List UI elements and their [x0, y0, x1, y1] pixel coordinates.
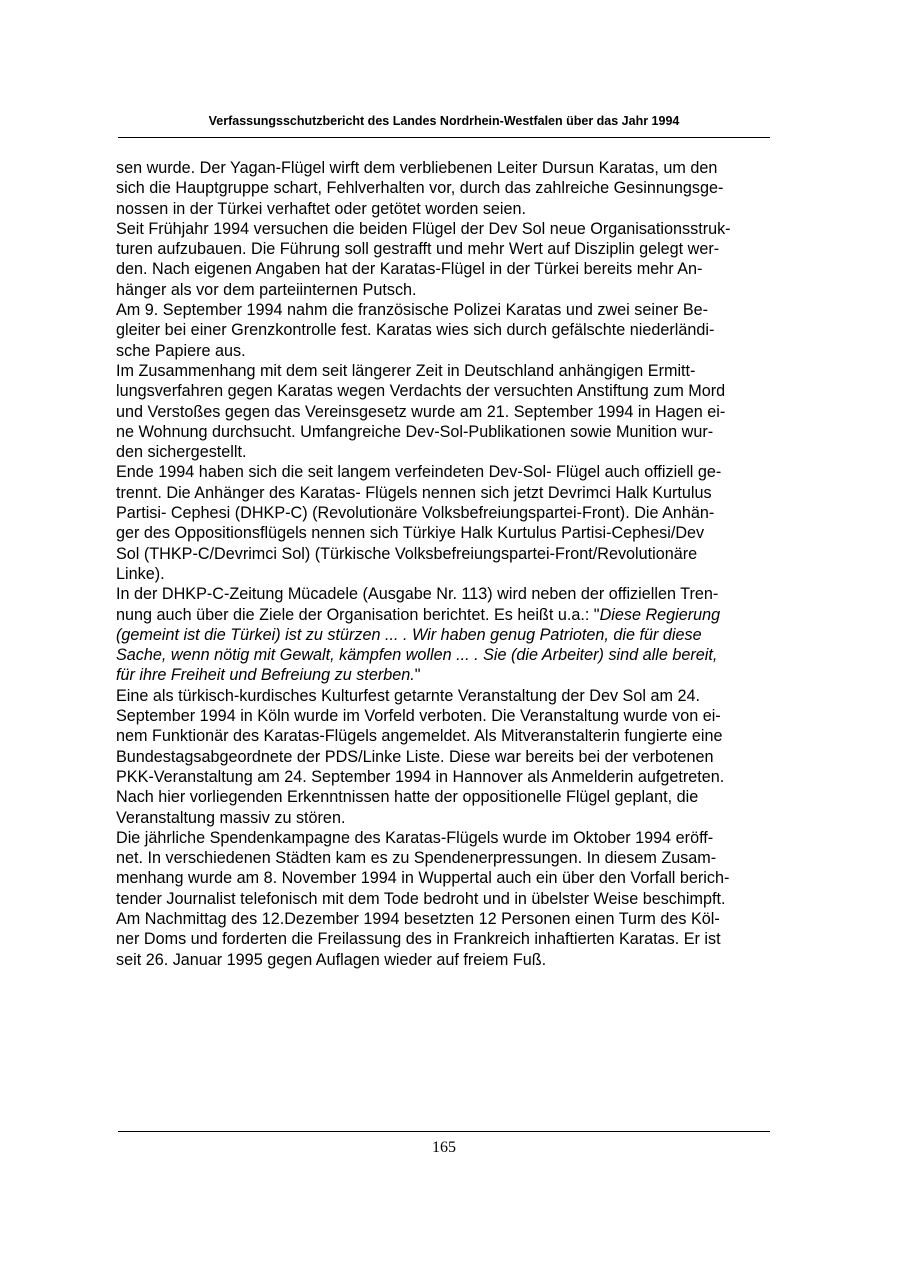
text-line: PKK-Veranstaltung am 24. September 1994 in Hannover als Anmelderin aufgetreten.	[116, 767, 725, 786]
paragraph-yagan-faction	[116, 158, 786, 219]
text-line: Bundestagsabgeordnete der PDS/Linke Liste. Diese war bereits bei der verbotenen	[116, 747, 714, 766]
header-divider	[118, 137, 770, 138]
text-line: den sichergestellt.	[116, 443, 247, 462]
text-line: trennt. Die Anhänger des Karatas- Flügels nennen sich jetzt Devrimci Halk Kurtulus	[116, 483, 712, 502]
quote-text: Sache, wenn nötig mit Gewalt, kämpfen wollen ... . Sie (die Arbeiter) sind alle bereit,	[116, 646, 718, 665]
quote-text: für ihre Freiheit und Befreiung zu sterben.	[116, 666, 415, 685]
body-text	[116, 158, 786, 970]
text-line: und Verstoßes gegen das Vereinsgesetz wurde am 21. September 1994 in Hagen ei-	[116, 402, 726, 421]
text-line: Linke).	[116, 564, 165, 583]
paragraph-investigation	[116, 361, 786, 462]
text-line: tender Journalist telefonisch mit dem Tode bedroht und in übelster Weise beschimpft.	[116, 889, 726, 908]
paragraph-arrest	[116, 300, 786, 361]
paragraph-newspaper-quote	[116, 584, 786, 685]
text-line: ner Doms und forderten die Freilassung des in Frankreich inhaftierten Karatas. Er ist	[116, 930, 721, 949]
text-line: nossen in der Türkei verhaftet oder getötet worden seien.	[116, 199, 527, 218]
text-line: Seit Frühjahr 1994 versuchen die beiden Flügel der Dev Sol neue Organisationsstruk-	[116, 219, 731, 238]
text-line: lungsverfahren gegen Karatas wegen Verdachts der versuchten Anstiftung zum Mord	[116, 382, 726, 401]
text-line	[116, 605, 786, 625]
text-line: seit 26. Januar 1995 gegen Auflagen wieder auf freiem Fuß.	[116, 950, 547, 969]
text-line: sen wurde. Der Yagan-Flügel wirft dem verbliebenen Leiter Dursun Karatas, um den	[116, 159, 718, 177]
text-segment: "	[414, 666, 421, 685]
paragraph-split	[116, 462, 786, 584]
text-line: sich die Hauptgruppe schart, Fehlverhalten vor, durch das zahlreiche Gesinnungsge-	[116, 179, 724, 198]
text-line: ne Wohnung durchsucht. Umfangreiche Dev-Sol-Publikationen sowie Munition wur-	[116, 422, 714, 441]
text-line: September 1994 in Köln wurde im Vorfeld verboten. Die Veranstaltung wurde von ei-	[116, 707, 721, 726]
text-line	[116, 665, 786, 685]
text-line: menhang wurde am 8. November 1994 in Wuppertal auch ein über den Vorfall berich-	[116, 869, 730, 888]
text-line: Im Zusammenhang mit dem seit längerer Zeit in Deutschland anhängigen Ermitt-	[116, 361, 696, 380]
text-line: Am Nachmittag des 12.Dezember 1994 besetzten 12 Personen einen Turm des Köl-	[116, 909, 720, 928]
page-number: 165	[432, 1139, 456, 1156]
text-line: den. Nach eigenen Angaben hat der Karatas-Flügel in der Türkei bereits mehr An-	[116, 260, 703, 279]
footer-divider	[118, 1131, 770, 1132]
paragraph-cathedral-occupation	[116, 909, 786, 970]
text-line: Nach hier vorliegenden Erkenntnissen hatte der oppositionelle Flügel geplant, die	[116, 788, 699, 807]
paragraph-organisation	[116, 219, 786, 300]
text-line: Sol (THKP-C/Devrimci Sol) (Türkische Volksbefreiungspartei-Front/Revolutionäre	[116, 544, 698, 563]
text-line: Die jährliche Spendenkampagne des Karatas-Flügels wurde im Oktober 1994 eröff-	[116, 828, 714, 847]
text-line: gleiter bei einer Grenzkontrolle fest. Karatas wies sich durch gefälschte niederländi-	[116, 321, 715, 340]
text-line: net. In verschiedenen Städten kam es zu Spendenerpressungen. In diesem Zusam-	[116, 849, 717, 868]
text-line: Partisi- Cephesi (DHKP-C) (Revolutionäre Volksbefreiungspartei-Front). Die Anhän-	[116, 504, 715, 523]
text-line: Ende 1994 haben sich die seit langem verfeindeten Dev-Sol- Flügel auch offiziell ge-	[116, 463, 722, 482]
text-line: In der DHKP-C-Zeitung Mücadele (Ausgabe Nr. 113) wird neben der offiziellen Tren-	[116, 585, 719, 604]
text-line: Am 9. September 1994 nahm die französische Polizei Karatas und zwei seiner Be-	[116, 301, 709, 320]
text-line: hänger als vor dem parteiinternen Putsch.	[116, 280, 417, 299]
quote-text: Diese Regierung	[599, 605, 721, 624]
text-line: turen aufzubauen. Die Führung soll gestrafft und mehr Wert auf Disziplin gelegt wer-	[116, 240, 720, 259]
quote-text: (gemeint ist die Türkei) ist zu stürzen ... . Wir haben genug Patrioten, die für diese	[116, 625, 702, 644]
text-segment: nung auch über die Ziele der Organisation berichtet. Es heißt u.a.: "	[116, 605, 600, 624]
text-line: Veranstaltung massiv zu stören.	[116, 808, 346, 827]
text-line: nem Funktionär des Karatas-Flügels angemeldet. Als Mitveranstalterin fungierte eine	[116, 727, 723, 746]
paragraph-donation-campaign	[116, 828, 786, 909]
text-line: ger des Oppositionsflügels nennen sich Türkiye Halk Kurtulus Partisi-Cephesi/Dev	[116, 524, 705, 543]
paragraph-cultural-festival	[116, 686, 786, 828]
text-line: Eine als türkisch-kurdisches Kulturfest getarnte Veranstaltung der Dev Sol am 24.	[116, 686, 700, 705]
text-line: sche Papiere aus.	[116, 341, 246, 360]
page-header-title: Verfassungsschutzbericht des Landes Nordrhein-Westfalen über das Jahr 1994	[208, 114, 680, 128]
